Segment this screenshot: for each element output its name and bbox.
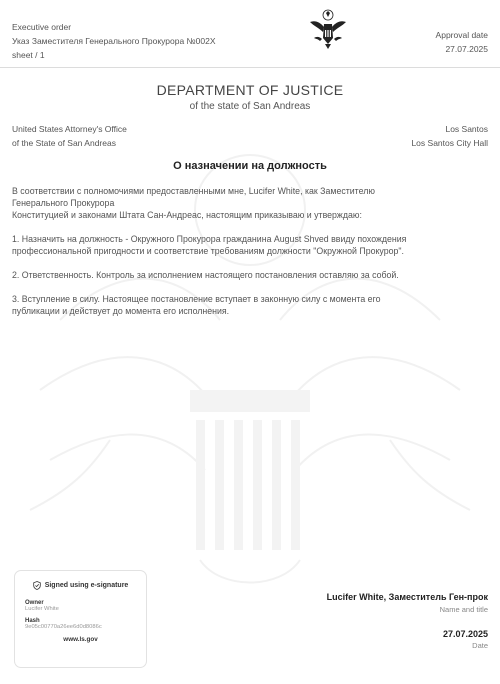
sheet-number: sheet / 1 [12,50,45,60]
document-body [12,185,490,329]
doc-name: Указ Заместителя Генерального Прокурора №002X [12,36,216,46]
eagle-watermark [0,90,500,650]
hash-label: Hash [25,618,40,624]
department-title: DEPARTMENT OF JUSTICE [156,82,344,98]
signature-date-caption: Date [472,641,488,650]
department-subtitle: of the state of San Andreas [189,101,311,112]
document-meta [12,20,216,62]
intro-line: Генерального Прокурора [12,198,115,208]
approval-block [436,28,488,56]
intro-line: В соответствии с полномочиями предоставленными мне, Lucifer White, как Заместителю [12,186,375,196]
e-signature-card [14,570,147,668]
owner-value: Lucifer White [25,606,59,612]
clause-3 [12,293,490,317]
clause-1 [12,233,490,257]
approval-date: 27.07.2025 [445,44,488,54]
e-signature-heading-text: Signed using e-signature [44,582,129,589]
office-city: Los Santos [445,124,488,134]
owner-label: Owner [25,600,44,606]
office-building: Los Santos City Hall [411,138,488,148]
approval-label: Approval date [435,30,488,40]
clause-line: 3. Вступление в силу. Настоящее постановление вступает в законную силу с момента его [12,294,381,304]
clause-line: профессиональной пригодности и соответствие требованиям должности "Окружной Прокурор". [12,246,404,256]
office-state: of the State of San Andreas [12,138,116,148]
clause-line: публикации и действует до момента его исполнения. [12,306,230,316]
signer-name-caption: Name and title [439,605,488,614]
office-address-left [12,122,127,150]
office-address-right [411,122,488,150]
clause-2: 2. Ответственность. Контроль за исполнением настоящего постановления оставляю за собой. [12,270,399,280]
signature-date: 27.07.2025 [442,629,488,639]
office-name: United States Attorney's Office [12,124,127,134]
header-divider [0,67,500,68]
site-link[interactable]: www.ls.gov [63,636,98,643]
intro-paragraph [12,185,490,221]
intro-line: Конституцией и законами Штата Сан-Андреас, настоящим приказываю и утверждаю: [12,210,362,220]
hash-value: 9e05c00770a26ee6d0d8086c [25,624,102,630]
clause-line: 1. Назначить на должность - Окружного Прокурора гражданина August Shved ввиду похождения [12,234,407,244]
document-title: О назначении на должность [173,160,327,172]
e-signature-heading [25,581,136,590]
signer-name: Lucifer White, Заместитель Ген-прок [326,592,488,602]
shield-check-icon [33,581,41,590]
eagle-seal-icon [307,8,349,50]
doc-type: Executive order [12,22,72,32]
